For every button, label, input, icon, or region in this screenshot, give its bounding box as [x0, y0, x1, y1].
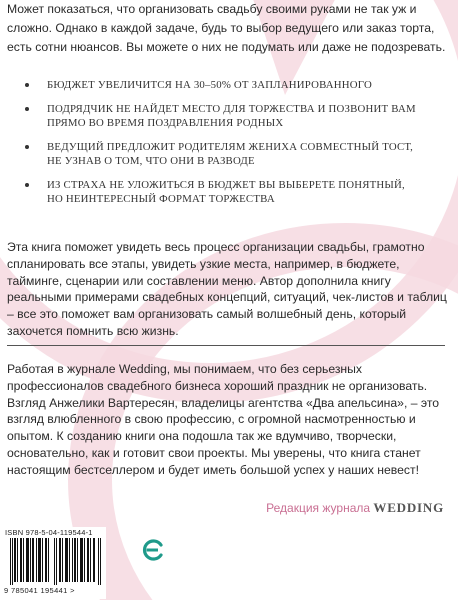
isbn-barcode — [4, 527, 106, 599]
bullet-icon — [25, 107, 29, 111]
bullet-icon — [25, 83, 29, 87]
bullet-icon — [25, 183, 29, 187]
barcode-icon — [10, 538, 102, 585]
editorial-review: Работая в журнале Wedding, мы понимаем, что без серьезных профессионалов свадебного бизнеса хороший праздник не организовать. Взгляд Анжелики Вартересян, владелицы агентства «Два апельсина», – это взгляд влюбленного в свою профессию, с огромной насмотренностью и опытом. К созданию книги она подошла так же вдумчиво, творчески, основательно, как и готовит свои проекты. Мы уверены, что книга станет настоящим бестселлером и будет иметь большой успех у наших невест! — [7, 362, 440, 477]
intro-paragraph: Может показаться, что организовать свадьбу своими руками не так уж и сложно. Однако в каждой задаче, будь то выбор ведущего или заказ торта, есть сотни нюансов. Вы можете о них не подумать или даже не подозревать. — [7, 2, 446, 54]
risk-list-item-text: ВЕДУЩИЙ ПРЕДЛОЖИТ РОДИТЕЛЯМ ЖЕНИХА СОВМЕСТНЫЙ ТОСТ, НЕ УЗНАВ О ТОМ, ЧТО ОНИ В РАЗВОДЕ — [47, 140, 413, 167]
isbn-text: ISBN 978-5-04-119544-1 — [5, 528, 93, 537]
magazine-brand: WEDDING — [373, 500, 444, 515]
eksmo-logo-icon — [141, 538, 165, 562]
signature-prefix: Редакция журнала — [266, 501, 371, 515]
risk-list-item — [25, 102, 420, 130]
section-divider — [7, 345, 445, 346]
barcode-number: 9 785041 195441 > — [4, 586, 75, 595]
risk-list-item — [25, 140, 420, 168]
bullet-icon — [25, 145, 29, 149]
book-description: Эта книга поможет увидеть весь процесс организации свадьбы, грамотно спланировать все этапы, увидеть узкие места, например, в бюджете, тайминге, сценарии или составлении меню. Автор дополнила книгу реальными примерами свадебных концепций, ситуаций, чек-листов и таблиц – все это поможет вам организовать самый волшебный день, который захочется помнить всю жизнь. — [7, 240, 447, 338]
risk-list-item — [25, 178, 420, 206]
editorial-signature — [266, 500, 444, 516]
risk-list-item-text: ИЗ СТРАХА НЕ УЛОЖИТЬСЯ В БЮДЖЕТ ВЫ ВЫБЕРЕТЕ ПОНЯТНЫЙ, НО НЕИНТЕРЕСНЫЙ ФОРМАТ ТОРЖЕСТВА — [47, 178, 405, 205]
risk-list-item — [25, 78, 420, 92]
risk-list-item-text: БЮДЖЕТ УВЕЛИЧИТСЯ НА 30–50% ОТ ЗАПЛАНИРОВАННОГО — [47, 79, 372, 91]
risk-list-item-text: ПОДРЯДЧИК НЕ НАЙДЕТ МЕСТО ДЛЯ ТОРЖЕСТВА И ПОЗВОНИТ ВАМ ПРЯМО ВО ВРЕМЯ ПОЗДРАВЛЕНИЯ РОДНЫХ — [47, 102, 416, 129]
risk-list — [25, 78, 420, 215]
